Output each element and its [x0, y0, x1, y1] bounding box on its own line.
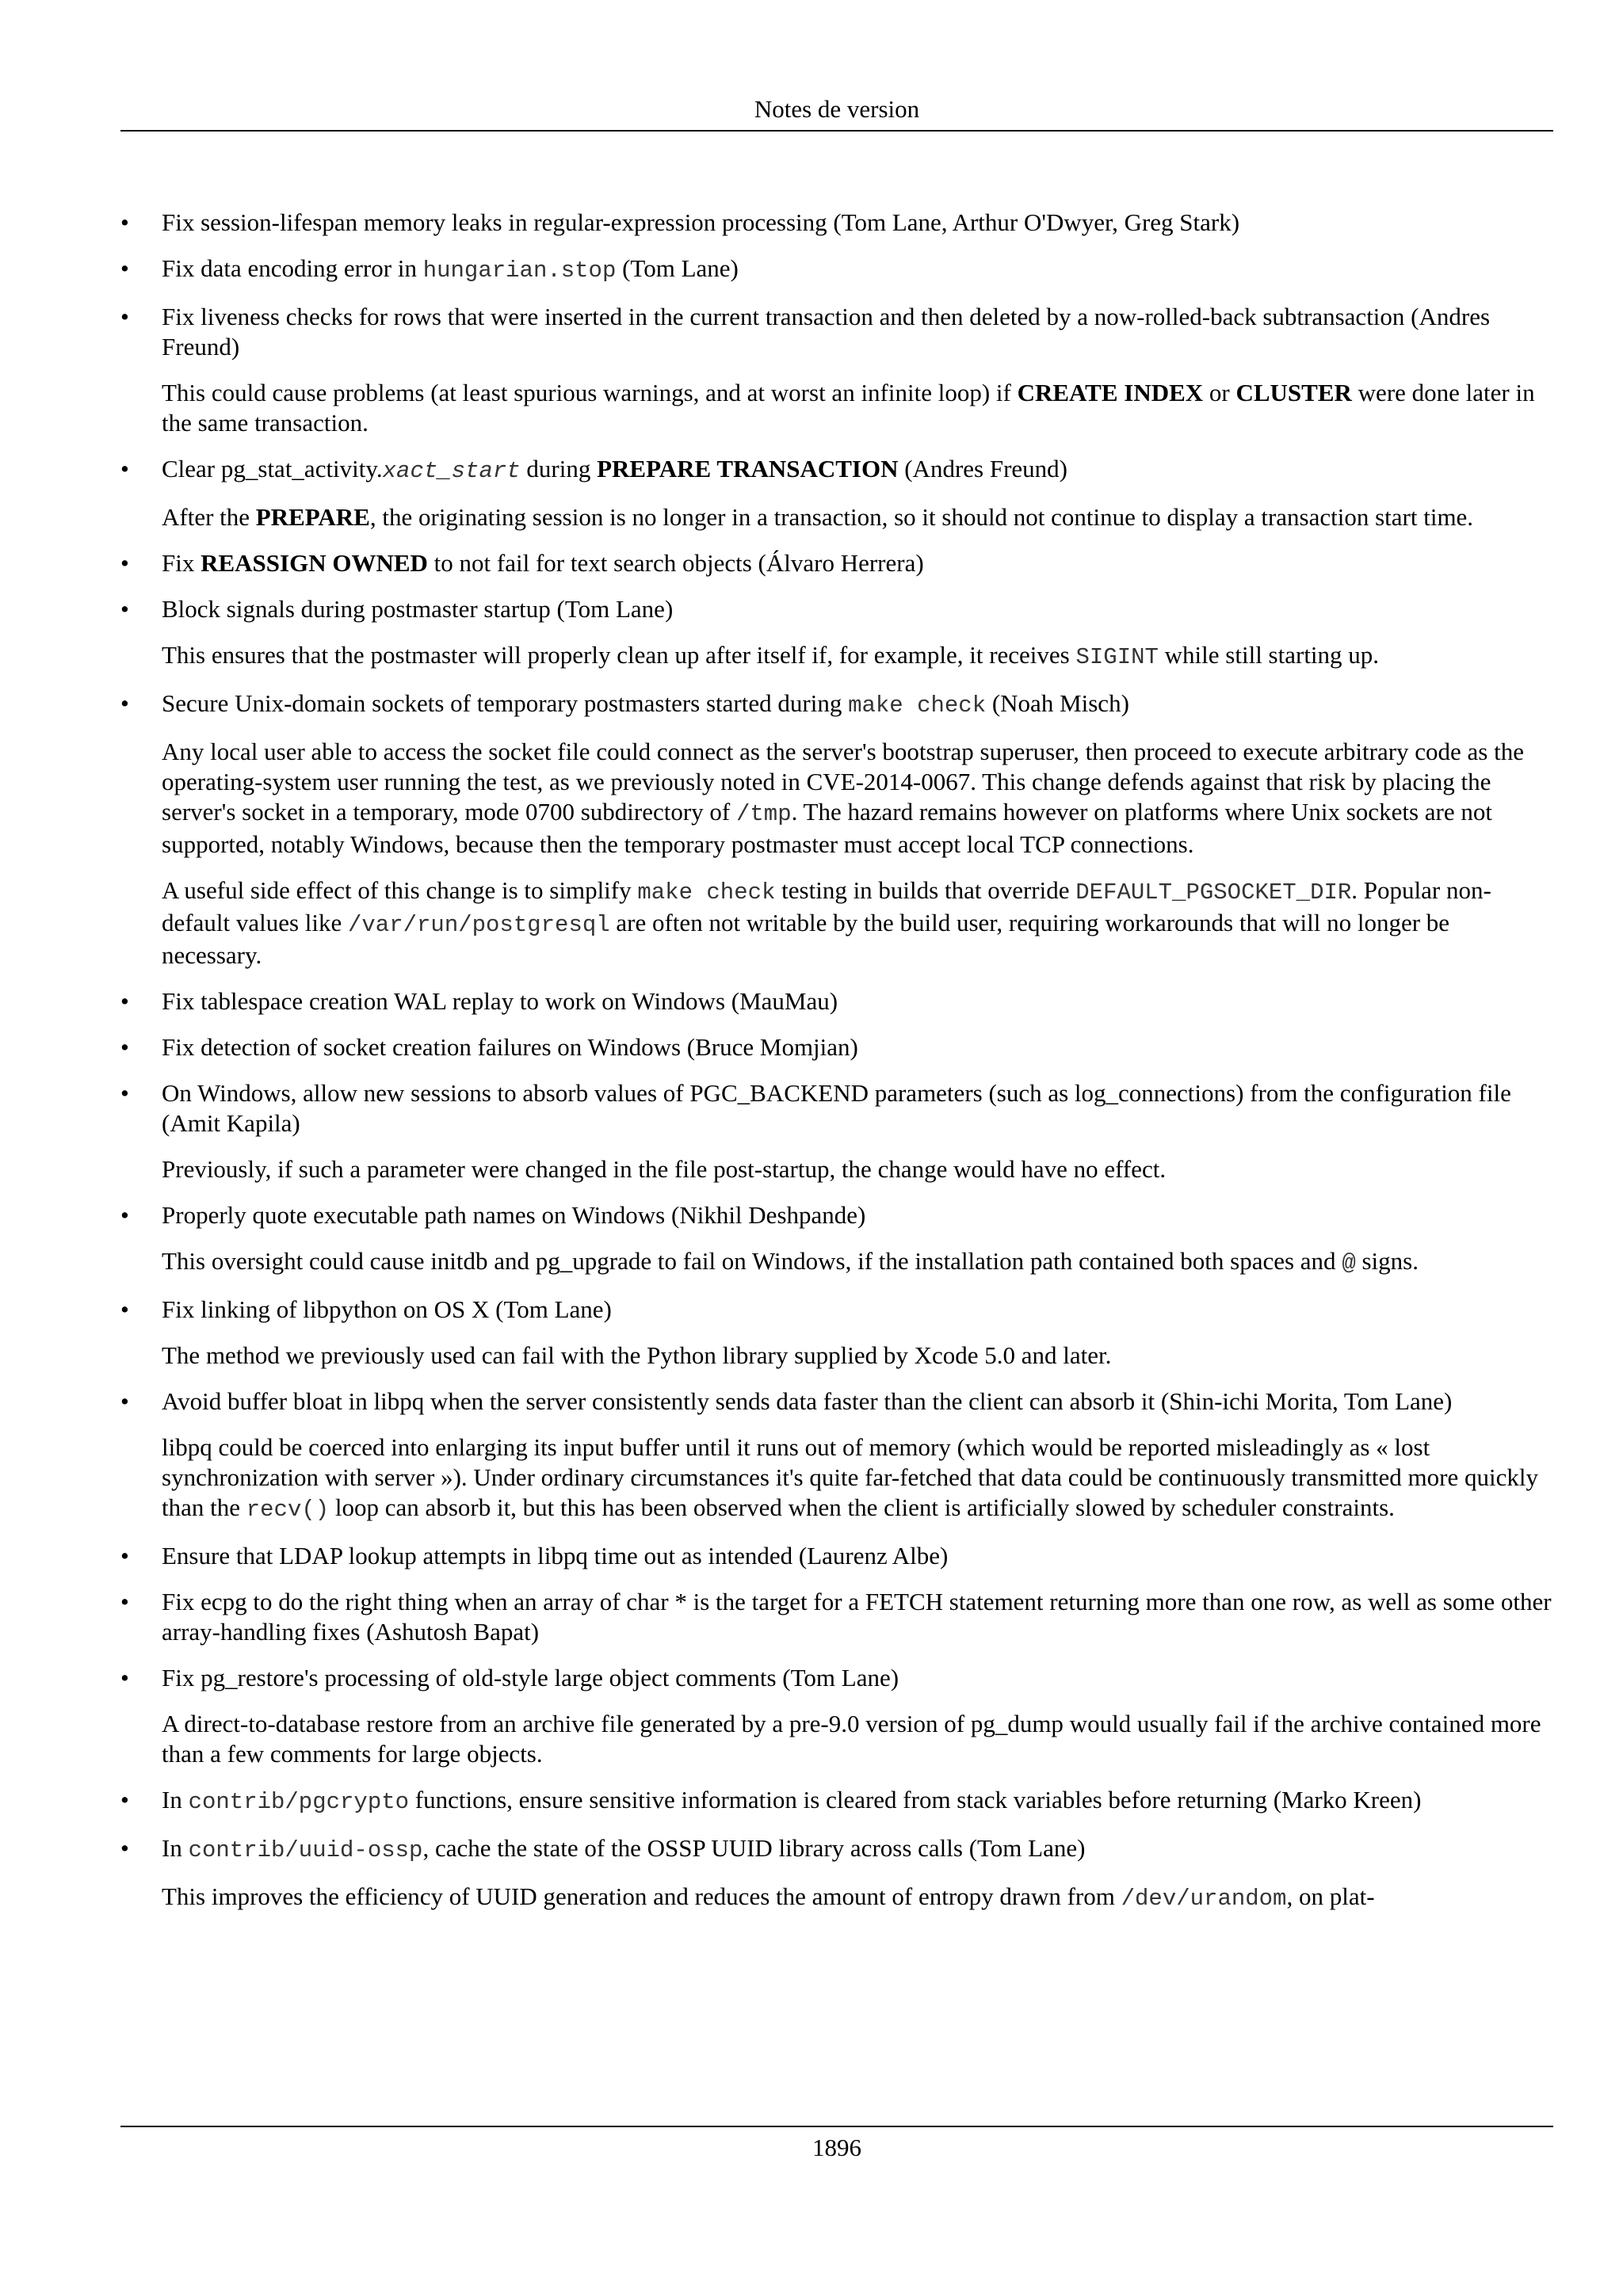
item-text: On Windows, allow new sessions to absorb values of PGC_BACKEND parameters (such as log_connections) from the configuration file (Amit Kapila): [162, 1079, 1511, 1137]
list-item: [120, 1200, 1553, 1279]
item-detail: After the PREPARE, the originating session is no longer in a transaction, so it should not continue to display a transaction start time.: [162, 503, 1474, 531]
bullet: •: [120, 1295, 129, 1323]
item-text: Fix session-lifespan memory leaks in regular-expression processing (Tom Lane, Arthur O'Dwyer, Greg Stark): [162, 208, 1240, 236]
list-item: [120, 254, 1553, 286]
list-item: [120, 1663, 1553, 1769]
bullet: •: [120, 689, 129, 717]
code-literal: make check: [848, 692, 987, 719]
code-literal: hungarian.stop: [422, 257, 617, 284]
code-literal: make check: [637, 879, 776, 906]
bullet: •: [120, 303, 129, 330]
command-name: CREATE INDEX: [1017, 379, 1204, 406]
bullet: •: [120, 1387, 129, 1415]
code-literal: recv(): [246, 1497, 330, 1523]
item-text: Fix tablespace creation WAL replay to work on Windows (MauMau): [162, 987, 838, 1015]
list-item: [120, 1386, 1553, 1525]
bullet: •: [120, 595, 129, 623]
item-detail: The method we previously used can fail with the Python library supplied by Xcode 5.0 and later.: [162, 1341, 1112, 1369]
item-detail: This could cause problems (at least spurious warnings, and at worst an infinite loop) if CREATE INDEX or CLUSTER were done later in the same transaction.: [162, 379, 1535, 437]
item-text: Fix REASSIGN OWNED to not fail for text search objects (Álvaro Herrera): [162, 549, 924, 577]
item-text: In contrib/uuid-ossp, cache the state of the OSSP UUID library across calls (Tom Lane): [162, 1834, 1086, 1863]
bullet: •: [120, 1079, 129, 1107]
list-item: [120, 302, 1553, 438]
bullet: •: [120, 208, 129, 236]
item-text: Avoid buffer bloat in libpq when the server consistently sends data faster than the client can absorb it (Shin-ichi Morita, Tom Lane): [162, 1387, 1453, 1415]
command-name: CLUSTER: [1235, 379, 1352, 406]
item-detail: Any local user able to access the socket file could connect as the server's bootstrap superuser, then proceed to execute arbitrary code as the operating-system user running the test, as we previously noted in CVE-2014-0067. This change defends against that risk by placing the server's socket in a temporary, mode 0700 subdirectory of /tmp. The hazard remains however on platforms where Unix sockets are not supported, notably Windows, because then the temporary postmaster must accept local TCP connections.: [162, 738, 1524, 858]
code-literal: xact_start: [382, 458, 521, 484]
code-literal: /tmp: [735, 801, 792, 827]
release-notes-list: [120, 208, 1553, 1914]
item-text: Fix detection of socket creation failures on Windows (Bruce Momjian): [162, 1033, 858, 1061]
header-title: Notes de version: [754, 95, 920, 123]
page-header: [120, 92, 1553, 132]
item-detail: A useful side effect of this change is to simplify make check testing in builds that override DEFAULT_PGSOCKET_DIR. Popular non-default values like /var/run/postgresql are often not writable by the build user, requiring workarounds that will no longer be necessary.: [162, 876, 1491, 969]
item-text: Ensure that LDAP lookup attempts in libpq time out as intended (Laurenz Albe): [162, 1542, 949, 1569]
list-item: [120, 1785, 1553, 1817]
list-item: [120, 1295, 1553, 1371]
page-footer: [120, 2126, 1553, 2165]
list-item: [120, 1541, 1553, 1571]
bullet: •: [120, 1786, 129, 1814]
release-notes-body: [120, 208, 1553, 1930]
code-literal: @: [1342, 1250, 1356, 1276]
bullet: •: [120, 455, 129, 482]
list-item: [120, 986, 1553, 1016]
item-text: Properly quote executable path names on Windows (Nikhil Deshpande): [162, 1201, 866, 1229]
code-literal: SIGINT: [1075, 644, 1159, 670]
item-text: Fix linking of libpython on OS X (Tom Lane): [162, 1295, 612, 1323]
item-detail: This improves the efficiency of UUID generation and reduces the amount of entropy drawn from /dev/urandom, on plat-: [162, 1882, 1375, 1912]
list-item: [120, 454, 1553, 532]
bullet: •: [120, 254, 129, 282]
item-text: Fix pg_restore's processing of old-style large object comments (Tom Lane): [162, 1664, 899, 1691]
list-item: [120, 1833, 1553, 1914]
page-number: 1896: [812, 2134, 861, 2161]
item-text: Fix data encoding error in hungarian.stop (Tom Lane): [162, 254, 739, 284]
list-item: [120, 594, 1553, 673]
item-detail: Previously, if such a parameter were changed in the file post-startup, the change would have no effect.: [162, 1155, 1167, 1183]
bullet: •: [120, 1542, 129, 1569]
bullet: •: [120, 1834, 129, 1862]
list-item: [120, 208, 1553, 238]
code-literal: contrib/pgcrypto: [188, 1789, 410, 1815]
item-text: In contrib/pgcrypto functions, ensure sensitive information is cleared from stack variables before returning (Marko Kreen): [162, 1786, 1422, 1815]
code-literal: /var/run/postgresql: [348, 912, 610, 938]
item-text: Block signals during postmaster startup (Tom Lane): [162, 595, 674, 623]
bullet: •: [120, 1664, 129, 1691]
command-name: PREPARE: [255, 503, 370, 531]
bullet: •: [120, 1588, 129, 1615]
list-item: [120, 688, 1553, 971]
item-detail: libpq could be coerced into enlarging its input buffer until it runs out of memory (which would be reported misleadingly as « lost synchronization with server »). Under ordinary circumstances it's quite far-fetched that data could be continuously transmitted more quickly than the recv() loop can absorb it, but this has been observed when the client is artificially slowed by scheduler constraints.: [162, 1433, 1538, 1523]
bullet: •: [120, 549, 129, 577]
code-literal: contrib/uuid-ossp: [188, 1837, 423, 1863]
code-literal: DEFAULT_PGSOCKET_DIR: [1075, 879, 1352, 906]
bullet: •: [120, 987, 129, 1015]
item-text: Fix liveness checks for rows that were inserted in the current transaction and then deleted by a now-rolled-back subtransaction (Andres Freund): [162, 303, 1491, 360]
list-item: [120, 1078, 1553, 1184]
item-detail: This ensures that the postmaster will properly clean up after itself if, for example, it receives SIGINT while still starting up.: [162, 641, 1380, 670]
list-item: [120, 548, 1553, 578]
command-name: PREPARE TRANSACTION: [597, 455, 899, 482]
item-detail: A direct-to-database restore from an archive file generated by a pre-9.0 version of pg_dump would usually fail if the archive contained more than a few comments for large objects.: [162, 1710, 1541, 1768]
item-text: Secure Unix-domain sockets of temporary postmasters started during make check (Noah Misch): [162, 689, 1129, 719]
list-item: [120, 1587, 1553, 1647]
bullet: •: [120, 1033, 129, 1061]
code-literal: /dev/urandom: [1121, 1886, 1287, 1912]
item-text: Fix ecpg to do the right thing when an array of char * is the target for a FETCH statement returning more than one row, as well as some other array-handling fixes (Ashutosh Bapat): [162, 1588, 1552, 1646]
item-text: Clear pg_stat_activity.xact_start during PREPARE TRANSACTION (Andres Freund): [162, 455, 1067, 484]
command-name: REASSIGN OWNED: [200, 549, 428, 577]
list-item: [120, 1032, 1553, 1062]
bullet: •: [120, 1201, 129, 1229]
item-detail: This oversight could cause initdb and pg_upgrade to fail on Windows, if the installation path contained both spaces and @ signs.: [162, 1247, 1419, 1276]
